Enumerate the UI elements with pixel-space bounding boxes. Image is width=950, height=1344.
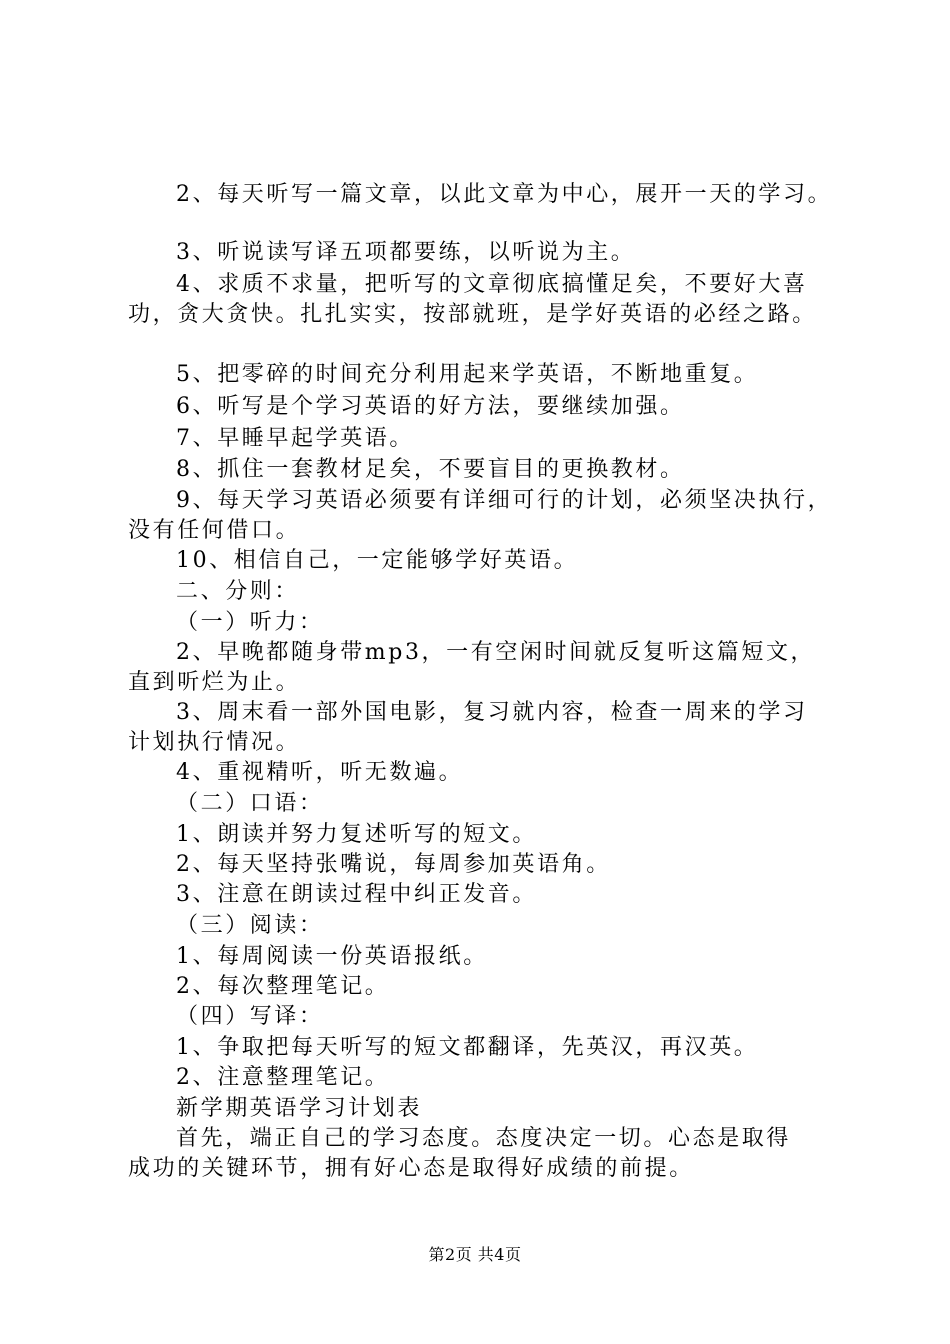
text-line-4: 功，贪大贪快。扎扎实实，按部就班，是学好英语的必经之路。 [128, 302, 817, 327]
text-line-3: 4、求质不求量，把听写的文章彻底搞懂足矣，不要好大喜 [176, 272, 808, 297]
section-heading: 二、分则： [176, 579, 300, 604]
page-footer: 第2页 共4页 [428, 1245, 522, 1264]
text-line-31: 成功的关键环节，拥有好心态是取得好成绩的前提。 [128, 1156, 694, 1181]
text-line-30: 首先，端正自己的学习态度。态度决定一切。心态是取得 [176, 1126, 792, 1151]
subsection-heading: （一）听力： [176, 610, 324, 635]
text-line-25: 2、每次整理笔记。 [176, 974, 390, 999]
text-line-10: 没有任何借口。 [128, 518, 301, 543]
text-line-11: 10、相信自己，一定能够学好英语。 [176, 548, 579, 573]
text-line-8: 8、抓住一套教材足矣，不要盲目的更换教材。 [176, 457, 685, 482]
text-line-18: 4、重视精听，听无数遍。 [176, 760, 464, 785]
text-line-15: 直到听烂为止。 [128, 670, 301, 695]
text-line-9: 9、每天学习英语必须要有详细可行的计划，必须坚决执行， [176, 488, 833, 513]
text-line-5: 5、把零碎的时间充分利用起来学英语，不断地重复。 [176, 362, 759, 387]
text-line-20: 1、朗读并努力复述听写的短文。 [176, 822, 537, 847]
subsection-heading: （四）写译： [176, 1004, 324, 1029]
text-line-17: 计划执行情况。 [128, 730, 301, 755]
text-line-2: 3、听说读写译五项都要练，以听说为主。 [176, 240, 636, 265]
text-line-1: 2、每天听写一篇文章，以此文章为中心，展开一天的学习。 [176, 182, 833, 207]
text-line-6: 6、听写是个学习英语的好方法，要继续加强。 [176, 394, 685, 419]
text-line-28: 2、注意整理笔记。 [176, 1065, 390, 1090]
text-line-21: 2、每天坚持张嘴说，每周参加英语角。 [176, 852, 611, 877]
subsection-heading: （三）阅读： [176, 913, 324, 938]
text-line-27: 1、争取把每天听写的短文都翻译，先英汉，再汉英。 [176, 1035, 759, 1060]
text-line-24: 1、每周阅读一份英语报纸。 [176, 944, 488, 969]
text-line-22: 3、注意在朗读过程中纠正发音。 [176, 882, 537, 907]
text-line-7: 7、早睡早起学英语。 [176, 426, 414, 451]
subsection-heading: （二）口语： [176, 791, 324, 816]
text-line-16: 3、周末看一部外国电影，复习就内容，检查一周来的学习 [176, 700, 808, 725]
document-title: 新学期英语学习计划表 [176, 1096, 423, 1121]
text-line-14: 2、早晚都随身带mp3，一有空闲时间就反复听这篇短文， [176, 640, 816, 665]
